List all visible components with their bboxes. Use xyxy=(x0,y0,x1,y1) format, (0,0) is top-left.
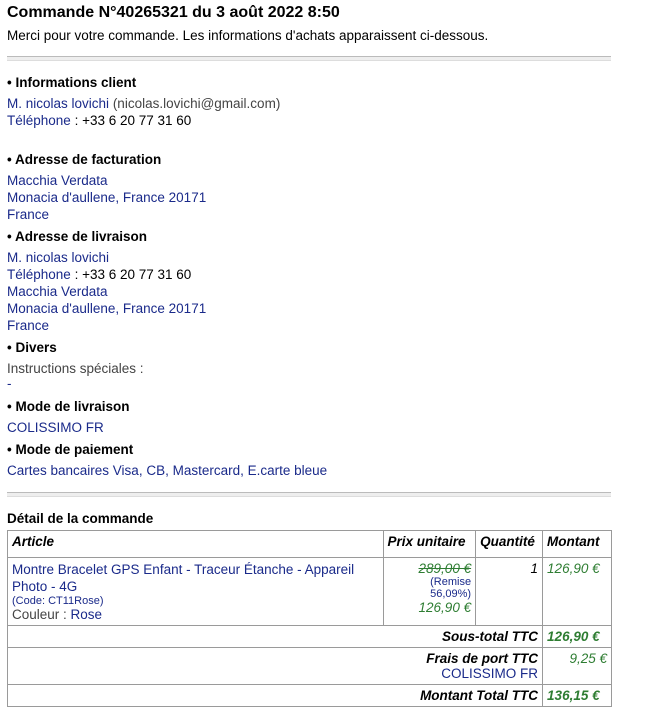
column-header-article: Article xyxy=(8,531,384,558)
shipping-phone-value[interactable]: : +33 6 20 77 31 60 xyxy=(70,267,192,282)
total-value: 136,15 € xyxy=(543,685,612,707)
billing-heading: • Adresse de facturation xyxy=(7,152,162,167)
billing-line3: France xyxy=(7,207,50,222)
column-header-amount: Montant xyxy=(543,531,612,558)
unit-price: 126,90 € xyxy=(418,600,472,615)
table-row xyxy=(8,558,612,626)
shipping-cost-value: 9,25 € xyxy=(543,648,612,685)
shipping-phone-label: Téléphone xyxy=(7,267,71,282)
shipping-cost-method: COLISSIMO FR xyxy=(441,666,539,681)
discount-text: (Remise 56,09%) xyxy=(430,576,472,600)
product-code: (Code: CT11Rose) xyxy=(12,595,104,607)
instructions-value: - xyxy=(7,376,12,391)
unit-price-cell xyxy=(383,558,476,626)
subtotal-value: 126,90 € xyxy=(543,626,612,648)
order-heading: Détail de la commande xyxy=(7,511,154,526)
product-color xyxy=(12,607,379,622)
intro-text: Merci pour votre commande. Les informations d'achats apparaissent ci-dessous. xyxy=(7,28,489,43)
client-email[interactable]: (nicolas.lovichi@gmail.com) xyxy=(112,96,281,111)
order-table xyxy=(7,530,612,707)
subtotal-label: Sous-total TTC xyxy=(8,626,543,648)
page-title: Commande N°40265321 du 3 août 2022 8:50 xyxy=(7,4,340,21)
column-header-quantity: Quantité xyxy=(476,531,543,558)
payment-heading: • Mode de paiement xyxy=(7,442,134,457)
shipping-line1: Macchia Verdata xyxy=(7,284,108,299)
table-header-row xyxy=(8,531,612,558)
client-identity xyxy=(7,96,280,111)
shipping-line3: France xyxy=(7,318,50,333)
column-header-unit-price: Prix unitaire xyxy=(383,531,476,558)
shipping-phone xyxy=(7,267,191,282)
payment-method: Cartes bancaires Visa, CB, Mastercard, E.carte bleue xyxy=(7,463,328,478)
article-cell xyxy=(8,558,384,626)
subtotal-row xyxy=(8,626,612,648)
quantity-cell: 1 xyxy=(476,558,543,626)
delivery-method: COLISSIMO FR xyxy=(7,420,104,435)
shipping-line2: Monacia d'aullene, France 20171 xyxy=(7,301,207,316)
old-price: 289,00 € xyxy=(418,561,472,576)
color-value: Rose xyxy=(70,607,103,622)
shipping-heading: • Adresse de livraison xyxy=(7,229,148,244)
product-name[interactable]: Montre Bracelet GPS Enfant - Traceur Étanche - Appareil Photo - 4G xyxy=(12,562,355,594)
client-name: M. nicolas lovichi xyxy=(7,96,110,111)
divider xyxy=(7,492,611,497)
instructions-label: Instructions spéciales : xyxy=(7,361,144,376)
billing-line1: Macchia Verdata xyxy=(7,173,108,188)
shipping-cost-label: Frais de port TTC xyxy=(426,651,539,666)
total-label: Montant Total TTC xyxy=(8,685,543,707)
divider xyxy=(7,56,611,61)
misc-heading: • Divers xyxy=(7,340,57,355)
shipping-cost-label-cell xyxy=(8,648,543,685)
total-row xyxy=(8,685,612,707)
color-label: Couleur : xyxy=(12,607,67,622)
shipping-cost-row xyxy=(8,648,612,685)
shipping-name: M. nicolas lovichi xyxy=(7,250,110,265)
client-phone-label: Téléphone xyxy=(7,113,71,128)
client-phone-value[interactable]: : +33 6 20 77 31 60 xyxy=(70,113,192,128)
billing-line2: Monacia d'aullene, France 20171 xyxy=(7,190,207,205)
client-heading: • Informations client xyxy=(7,75,137,90)
amount-cell: 126,90 € xyxy=(543,558,612,626)
client-phone xyxy=(7,113,191,128)
delivery-heading: • Mode de livraison xyxy=(7,399,130,414)
